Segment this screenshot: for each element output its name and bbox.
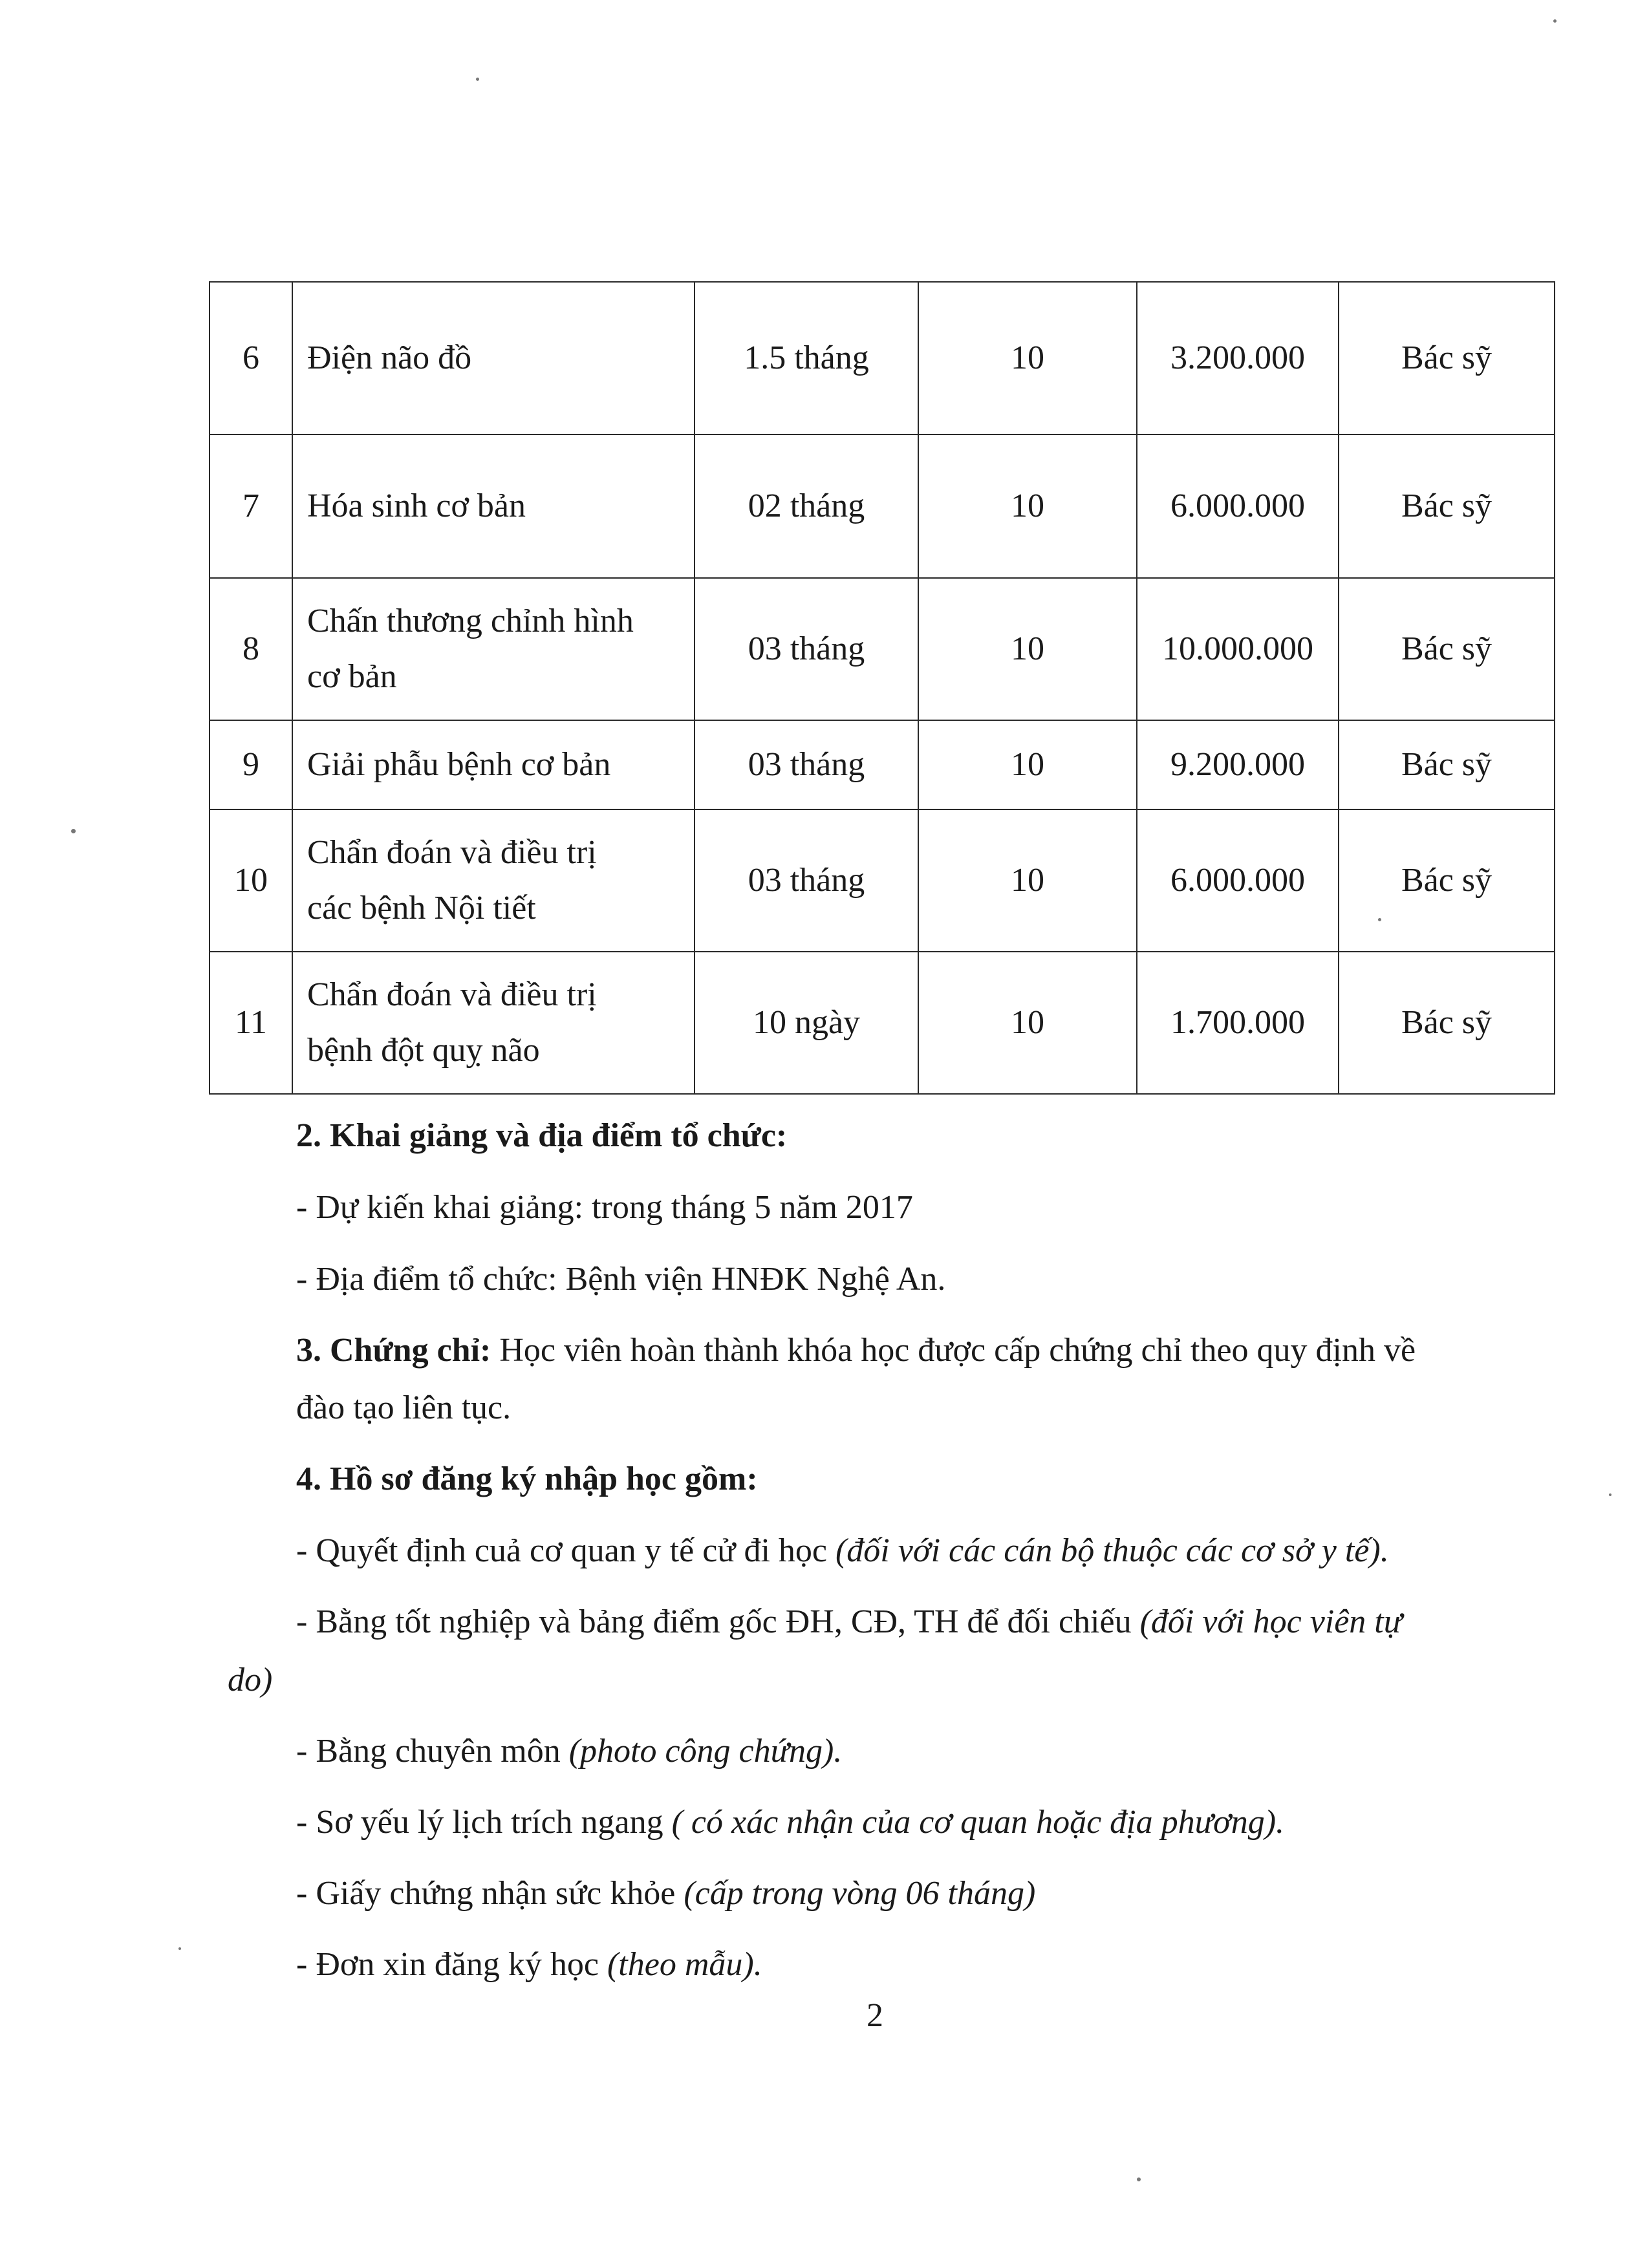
- course-duration: 02 tháng: [695, 434, 918, 578]
- row-number: 10: [210, 809, 292, 952]
- course-duration: 03 tháng: [695, 809, 918, 952]
- row-number: 11: [210, 952, 292, 1094]
- section-4-heading: 4. Hồ sơ đăng ký nhập học gồm:: [296, 1460, 758, 1497]
- table-row: [210, 952, 1555, 1094]
- course-fee: 1.700.000: [1137, 952, 1339, 1094]
- course-duration: 1.5 tháng: [695, 282, 918, 434]
- row-number: 8: [210, 578, 292, 720]
- course-name: [292, 720, 695, 809]
- course-target: Bác sỹ: [1339, 720, 1555, 809]
- item-text: - Bằng tốt nghiệp và bảng điểm gốc ĐH, CĐ, TH để đối chiếu: [296, 1603, 1140, 1640]
- course-target: Bác sỹ: [1339, 434, 1555, 578]
- scan-speck: [1137, 2177, 1141, 2181]
- course-quantity: 10: [918, 809, 1137, 952]
- scan-speck: [1378, 918, 1381, 921]
- table-row: [210, 809, 1555, 952]
- course-name: [292, 809, 695, 952]
- course-name-line: các bệnh Nội tiết: [307, 890, 536, 926]
- course-name-line: Hóa sinh cơ bản: [307, 487, 526, 524]
- course-target: Bác sỹ: [1339, 952, 1555, 1094]
- course-name: [292, 578, 695, 720]
- section-2-heading: 2. Khai giảng và địa điểm tổ chức:: [296, 1117, 788, 1154]
- course-name-line: Giải phẫu bệnh cơ bản: [307, 746, 611, 783]
- item-note: (đối với các cán bộ thuộc các cơ sở y tế).: [835, 1532, 1389, 1569]
- section-3-text: Học viên hoàn thành khóa học được cấp chứng chỉ theo quy định về: [491, 1332, 1416, 1369]
- section-3-text-continued: đào tạo liên tục.: [296, 1389, 512, 1426]
- course-name: [292, 282, 695, 434]
- document-item: [296, 1800, 1284, 1845]
- course-name-line: Điện não đồ: [307, 339, 472, 376]
- course-duration: 03 tháng: [695, 578, 918, 720]
- section-2-opening-date: - Dự kiến khai giảng: trong tháng 5 năm 2017: [296, 1189, 913, 1226]
- course-target: Bác sỹ: [1339, 282, 1555, 434]
- item-text: - Giấy chứng nhận sức khỏe: [296, 1875, 684, 1912]
- item-note-continued: do): [228, 1662, 273, 1698]
- course-fee: 3.200.000: [1137, 282, 1339, 434]
- item-text: - Đơn xin đăng ký học: [296, 1946, 607, 1983]
- document-item: [296, 1871, 1035, 1916]
- course-name: [292, 434, 695, 578]
- course-fee: 9.200.000: [1137, 720, 1339, 809]
- section-2-location: - Địa điểm tổ chức: Bệnh viện HNĐK Nghệ An.: [296, 1261, 946, 1298]
- item-note: (cấp trong vòng 06 tháng): [684, 1875, 1036, 1912]
- row-number: 7: [210, 434, 292, 578]
- course-quantity: 10: [918, 952, 1137, 1094]
- document-item: [296, 1942, 762, 1987]
- course-quantity: 10: [918, 434, 1137, 578]
- item-text: - Sơ yếu lý lịch trích ngang: [296, 1804, 672, 1841]
- course-name-line: Chẩn đoán và điều trị: [307, 976, 597, 1013]
- item-text: - Bằng chuyên môn: [296, 1733, 569, 1770]
- course-name-line: Chẩn đoán và điều trị: [307, 834, 597, 871]
- course-fee: 6.000.000: [1137, 434, 1339, 578]
- course-quantity: 10: [918, 282, 1137, 434]
- section-3-paragraph: [296, 1328, 1416, 1373]
- item-note: (photo công chứng).: [568, 1733, 843, 1770]
- course-name-line: cơ bản: [307, 658, 397, 695]
- scan-speck: [178, 1947, 181, 1950]
- table-row: [210, 282, 1555, 434]
- item-note: ( có xác nhận của cơ quan hoặc địa phương).: [671, 1804, 1285, 1841]
- document-item: [296, 1599, 1402, 1645]
- scan-speck: [71, 829, 76, 833]
- scan-speck: [476, 78, 479, 81]
- course-quantity: 10: [918, 578, 1137, 720]
- document-item: [296, 1729, 842, 1774]
- item-text: - Quyết định cuả cơ quan y tế cử đi học: [296, 1532, 835, 1569]
- section-3-heading: 3. Chứng chỉ:: [296, 1332, 491, 1369]
- course-target: Bác sỹ: [1339, 578, 1555, 720]
- course-fee: 10.000.000: [1137, 578, 1339, 720]
- course-duration: 03 tháng: [695, 720, 918, 809]
- course-table: [209, 281, 1555, 1095]
- table-row: [210, 720, 1555, 809]
- item-note: (theo mẫu).: [607, 1946, 762, 1983]
- item-note: (đối với học viên tự: [1139, 1603, 1403, 1640]
- table-row: [210, 434, 1555, 578]
- course-duration: 10 ngày: [695, 952, 918, 1094]
- scan-speck: [1553, 19, 1557, 23]
- course-name-line: bệnh đột quỵ não: [307, 1032, 540, 1069]
- document-item: [296, 1528, 1389, 1574]
- course-name-line: Chấn thương chỉnh hình: [307, 603, 634, 639]
- row-number: 9: [210, 720, 292, 809]
- page-number: 2: [867, 1997, 883, 2034]
- course-name: [292, 952, 695, 1094]
- course-fee: 6.000.000: [1137, 809, 1339, 952]
- course-target: Bác sỹ: [1339, 809, 1555, 952]
- course-quantity: 10: [918, 720, 1137, 809]
- table-row: [210, 578, 1555, 720]
- row-number: 6: [210, 282, 292, 434]
- scan-speck: [1609, 1493, 1611, 1496]
